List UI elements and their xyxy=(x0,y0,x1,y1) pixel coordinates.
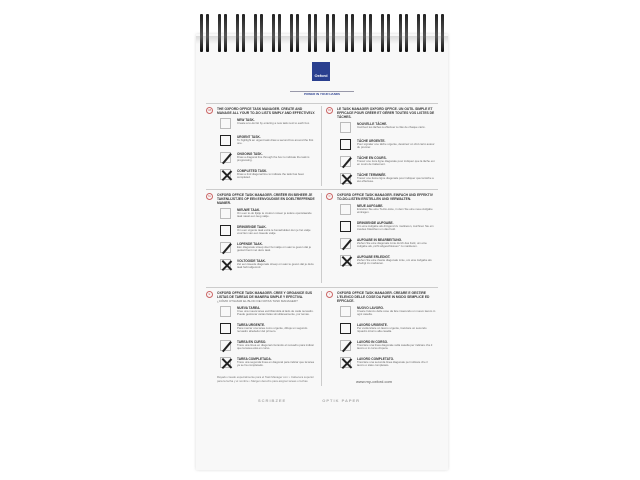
crossed-box-icon xyxy=(340,255,351,266)
item-description: Om een urgente taak extra te benadrukken kun je het vakje voorzien van een tweede vakje. xyxy=(237,228,311,236)
language-badge: FR xyxy=(327,109,332,112)
legend-item xyxy=(220,323,316,337)
legend-item xyxy=(340,139,436,153)
spiral-ring xyxy=(218,14,227,52)
item-description: Om een to-do lijstje te creëren noteer je iedere openstaande taak naast een leeg vakje. xyxy=(237,211,312,219)
item-title: DRINGENDE AUFGABE. xyxy=(357,221,394,225)
item-description: Draw a diagonal line through the box to indicate the task is progressing. xyxy=(237,155,310,163)
empty-box-icon xyxy=(340,122,351,133)
legend-item xyxy=(220,225,316,239)
legend-item xyxy=(340,173,436,187)
language-badge: GB xyxy=(207,109,212,112)
item-title: NEW TASK. xyxy=(237,118,255,122)
legend-item xyxy=(340,306,436,320)
item-title: LAVORO URGENTE. xyxy=(357,323,388,327)
spiral-ring xyxy=(236,14,245,52)
divider xyxy=(206,189,438,190)
divider xyxy=(206,103,438,104)
item-title: TAREA URGENTE. xyxy=(237,323,265,327)
item-title: NEUE AUFGABE. xyxy=(357,204,384,208)
legend-item xyxy=(220,208,316,222)
legend-item xyxy=(220,169,316,183)
item-title: NUEVA TAREA. xyxy=(237,306,261,310)
language-badge: D xyxy=(326,193,333,200)
instructions-section xyxy=(206,107,316,183)
item-title: LAVORO COMPLETATO. xyxy=(357,357,394,361)
item-title: VOLTOOIDE TAAK. xyxy=(237,259,266,263)
language-badge: I xyxy=(326,291,333,298)
legend-item xyxy=(220,357,316,371)
item-title: ONGOING TASK. xyxy=(237,152,263,156)
divider xyxy=(321,193,322,283)
legend-item xyxy=(220,306,316,320)
legend-item xyxy=(340,255,436,269)
item-description: Tracciare una seconda linea diagonale per indicare che il lavoro è stato completato. xyxy=(357,360,428,368)
legend-item xyxy=(220,135,316,149)
legend-item xyxy=(340,221,436,235)
item-description: Draw a 2nd diagonal line to indicate the task has been completed. xyxy=(237,172,305,180)
item-description: Tracez une 1ère ligne diagonale pour indiquer que la tâche est en cours de traitement. xyxy=(357,159,435,167)
item-description: Create a to-do list by entering a new task next to each box. xyxy=(237,121,310,125)
spiral-binding xyxy=(200,14,444,54)
spiral-ring xyxy=(435,14,444,52)
crossed-box-icon xyxy=(220,169,231,180)
legend-item xyxy=(340,122,436,136)
item-description: Cree una nueva tarea escribiéndola al lado de cada recuadro. Puede gestionar varias listas simultáneamente, por temas. xyxy=(237,309,314,317)
item-title: LAVORO IN CORSO. xyxy=(357,340,388,344)
empty-box-icon xyxy=(220,306,231,317)
item-title: LOPENDE TAAK. xyxy=(237,242,263,246)
item-description: Eén diagonale streep door het vakje om aan te geven dat je gestart bent met deze taak. xyxy=(237,245,312,253)
item-description: Per evidenziare un lavoro urgente, tracciare un secondo riquadro intorno alla casella. xyxy=(357,326,427,334)
diagonal-line-box-icon xyxy=(340,340,351,351)
empty-box-icon xyxy=(340,306,351,317)
footer-brands xyxy=(258,398,360,403)
item-description: Um eine Aufgabe als dringend zu markieren, zeichnen Sie ein zweites Kästchen um das Feld. xyxy=(357,224,434,232)
double-box-icon xyxy=(340,221,351,232)
item-description: Pour signaler une tâche urgente, dessinez un 2nd carré autour du premier. xyxy=(357,142,435,150)
tagline: POWER IN YOUR HANDS xyxy=(290,91,354,96)
section-heading: OXFORD OFFICE TASK MANAGER. CREARE E GESTIRE L'ELENCO DELLE COSE DA FARE IN MODO SEMPLICE ED EFFICACE. xyxy=(337,291,430,303)
item-title: TÂCHE EN COURS. xyxy=(357,156,387,160)
diagonal-line-box-icon xyxy=(220,340,231,351)
spiral-ring xyxy=(290,14,299,52)
item-title: AUFGABE ERLEDIGT. xyxy=(357,255,391,259)
website-link[interactable]: www.my-oxford.com xyxy=(356,379,393,384)
note: Rayado creado especialmente para el Task Manager con: • Cabecera superior para la fecha y el nombre • Margen derecho para asignar tareas o fechas xyxy=(217,375,315,383)
section-heading: THE OXFORD OFFICE TASK MANAGER. CREATE AND MANAGE ALL YOUR TO-DO LISTS SIMPLY AND EFFECTIVELY. xyxy=(217,107,316,115)
crossed-box-icon xyxy=(220,357,231,368)
double-box-icon xyxy=(220,135,231,146)
legend-item xyxy=(340,204,436,218)
item-title: TÂCHE URGENTE. xyxy=(357,139,386,143)
item-description: Para marcar una tarea como urgente, dibuje un segundo recuadro alrededor del primero. xyxy=(237,326,308,334)
section-heading: OXFORD OFFICE TASK MANAGER. CREE Y ORGANICE SUS LISTAS DE TAREAS DE MANERA SIMPLE Y EFECTIVA. xyxy=(217,291,313,299)
diagonal-line-box-icon xyxy=(220,152,231,163)
legend-item xyxy=(220,259,316,273)
spiral-ring xyxy=(326,14,335,52)
optik-paper-logo: OPTIK PAPER xyxy=(322,398,361,403)
crossed-box-icon xyxy=(340,173,351,184)
section-subheading: ¿CÓMO UTILIZAR EL BLOC DE NOTAS TASK MANAGER? xyxy=(217,299,298,303)
legend-item xyxy=(220,242,316,256)
diagonal-line-box-icon xyxy=(340,156,351,167)
instructions-section xyxy=(326,193,436,269)
spiral-ring xyxy=(363,14,372,52)
oxford-logo: Oxford xyxy=(312,62,330,81)
legend-item xyxy=(220,340,316,354)
item-description: Creare l'elenco delle cose da fare inserendo un nuovo lavoro in ogni casella. xyxy=(357,309,436,317)
crossed-box-icon xyxy=(340,357,351,368)
section-heading: OXFORD OFFICE TASK MANAGER. EINFACH UND EFFEKTIV TO-DO-LISTEN ERSTELLEN UND VERWALTEN. xyxy=(337,193,433,201)
spiral-ring xyxy=(200,14,209,52)
empty-box-icon xyxy=(220,118,231,129)
crossed-box-icon xyxy=(220,259,231,270)
item-description: To highlight an urgent task draw a second box around the first one. xyxy=(237,138,314,146)
legend-item xyxy=(220,152,316,166)
item-title: NIEUWE TAAK. xyxy=(237,208,261,212)
scribzee-logo: SCRIBZEE xyxy=(258,398,287,403)
item-description: Ziehen Sie eine diagonale Linie durch das Feld, um eine Aufgabe als „nicht abgeschlossen" zu markieren. xyxy=(357,241,427,249)
item-description: Inscrivez les tâches à effectuer à côté de chaque carré. xyxy=(357,125,426,129)
language-badge: NL xyxy=(207,195,212,198)
item-description: Zet een tweede diagonale streep om aan te geven dat je deze taak hebt afgerond. xyxy=(237,262,314,270)
double-box-icon xyxy=(340,139,351,150)
empty-box-icon xyxy=(220,208,231,219)
double-box-icon xyxy=(220,225,231,236)
item-description: Tracez une 2ème ligne diagonale pour indiquer que la tâche a été effectuée. xyxy=(357,176,434,184)
spiral-ring xyxy=(308,14,317,52)
diagonal-line-box-icon xyxy=(340,238,351,249)
instructions-section xyxy=(326,291,436,384)
spiral-ring xyxy=(254,14,263,52)
legend-item xyxy=(340,156,436,170)
item-title: AUFGABE IN BEARBEITUNG. xyxy=(357,238,402,242)
item-title: DRINGENDE TAAK. xyxy=(237,225,267,229)
instructions-section xyxy=(206,291,316,383)
diagonal-line-box-icon xyxy=(220,242,231,253)
spiral-ring xyxy=(399,14,408,52)
item-title: NUOVO LAVORO. xyxy=(357,306,384,310)
item-description: Ziehen Sie eine zweite diagonale Linie, um eine Aufgabe als erledigt zu markieren. xyxy=(357,258,432,266)
item-title: TAREA EN CURSO. xyxy=(237,340,267,344)
legend-item xyxy=(340,323,436,337)
spiral-ring xyxy=(345,14,354,52)
item-description: Trace una línea en diagonal cruzando el recuadro para indicar que la tarea está en curso. xyxy=(237,343,315,351)
empty-box-icon xyxy=(340,204,351,215)
item-title: TÂCHE TERMINÉE. xyxy=(357,173,387,177)
item-description: Tracciare una linea diagonale sulla casella per indicare che il lavoro è in corso d'opera. xyxy=(357,343,433,351)
item-title: COMPLETED TASK. xyxy=(237,169,268,173)
divider xyxy=(206,287,438,288)
divider xyxy=(321,291,322,386)
section-heading: LE TASK MANAGER OXFORD OFFICE. UN OUTIL SIMPLE ET EFFICACE POUR CRÉER ET GÉRER TOUTES VOS LISTES DE TÂCHES. xyxy=(337,107,435,119)
legend-item xyxy=(220,118,316,132)
double-box-icon xyxy=(220,323,231,334)
spiral-ring xyxy=(272,14,281,52)
item-title: TAREA COMPLETADA. xyxy=(237,357,272,361)
section-heading: OXFORD OFFICE TASK MANAGER. CREËER EN BEHEER JE TAKENLIJSTJES OP EEN EENVOUDIGE EN DOELTREFFENDE MANIER. xyxy=(217,193,315,205)
instructions-section xyxy=(326,107,436,187)
item-title: NOUVELLE TÂCHE. xyxy=(357,122,388,126)
item-title: URGENT TASK. xyxy=(237,135,261,139)
item-description: Trace una segunda línea en diagonal para indicar que la tarea ya se ha completado. xyxy=(237,360,315,368)
legend-item xyxy=(340,238,436,252)
language-badge: E xyxy=(206,291,213,298)
legend-item xyxy=(340,340,436,354)
instructions-section xyxy=(206,193,316,273)
spiral-ring xyxy=(417,14,426,52)
spiral-ring xyxy=(381,14,390,52)
divider xyxy=(321,106,322,186)
double-box-icon xyxy=(340,323,351,334)
item-description: Erstellen Sie eine To-Do-Liste, in dem Sie eine neue Aufgabe eintragen. xyxy=(357,207,433,215)
legend-item xyxy=(340,357,436,371)
